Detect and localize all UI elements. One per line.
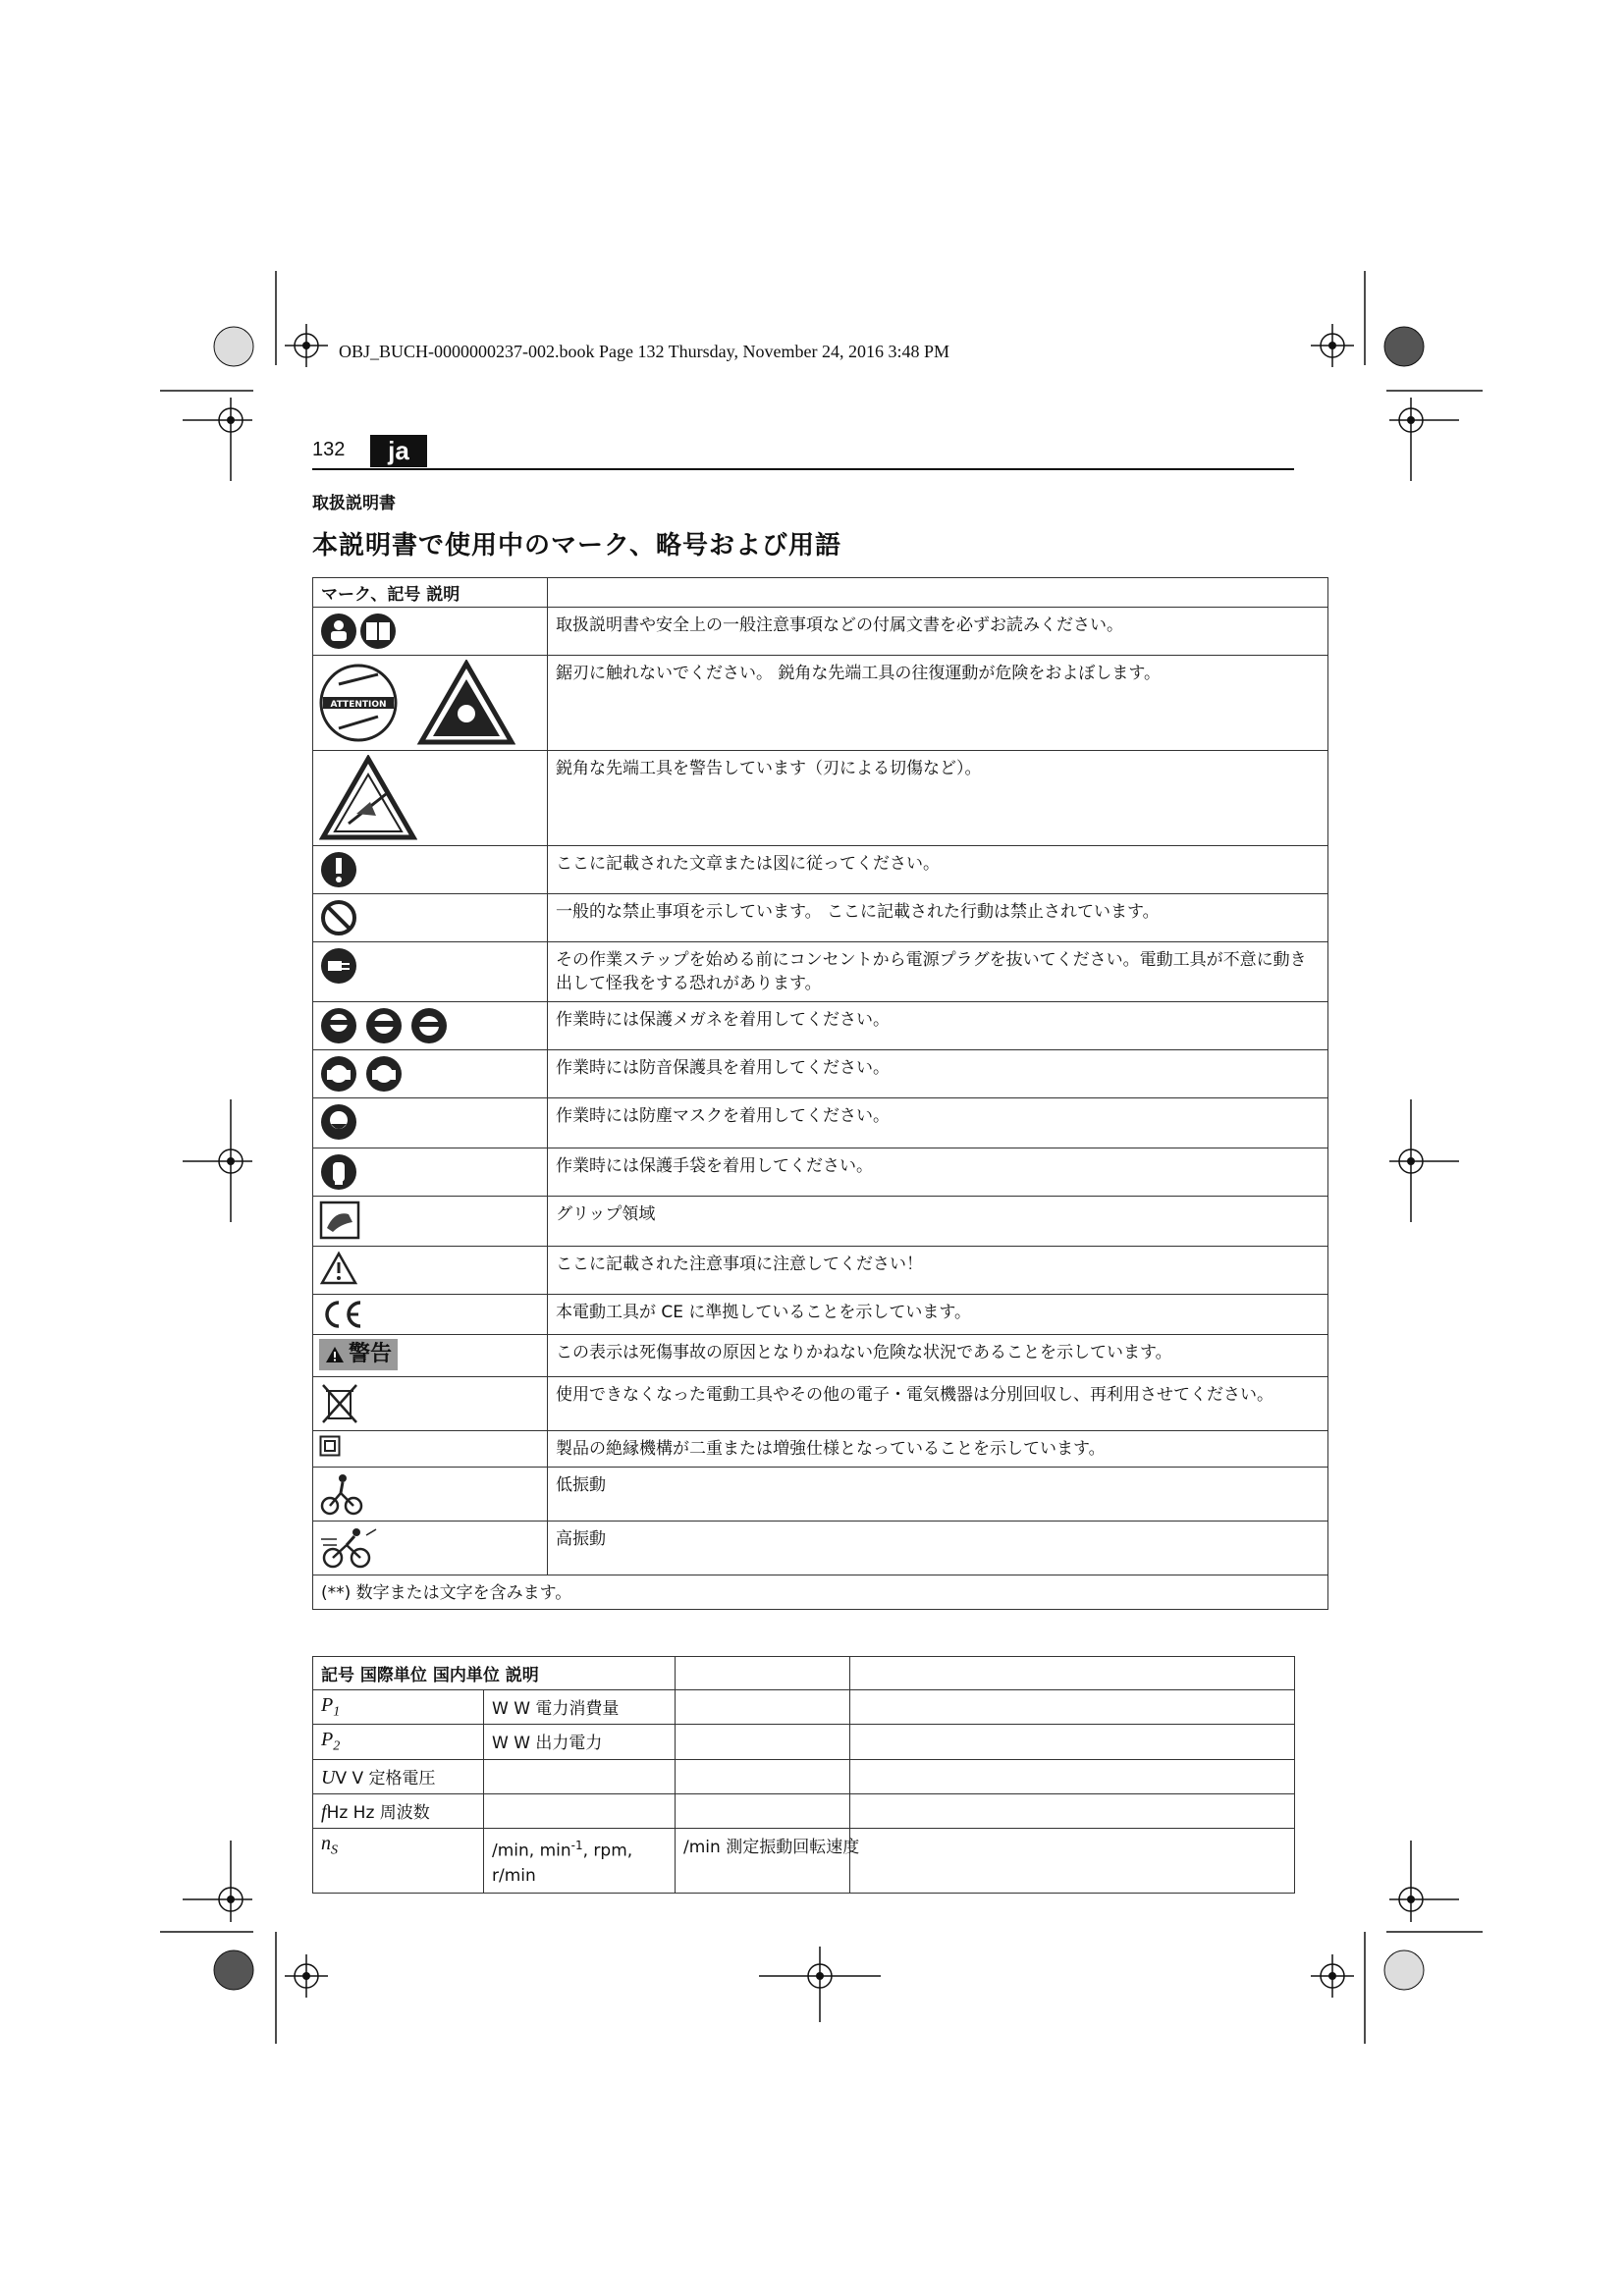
page-number: 132 (312, 439, 346, 460)
units-header-row (313, 1657, 1295, 1690)
svg-text:ATTENTION: ATTENTION (330, 700, 387, 710)
units-table (312, 1656, 1295, 1894)
row-text: 低振動 (548, 1468, 1328, 1522)
row-text: ここに記載された文章または図に従ってください。 (548, 846, 1328, 894)
unplug-icon (313, 942, 548, 1002)
table-row (313, 1050, 1328, 1098)
grip-area-icon (313, 1197, 548, 1247)
double-insulation-icon (313, 1431, 548, 1468)
table-row (313, 1522, 1328, 1575)
table-row (313, 1725, 1295, 1759)
row-text: 作業時には防塵マスクを着用してください。 (548, 1098, 1328, 1148)
units-header-empty (850, 1657, 1295, 1690)
empty-cell (850, 1759, 1295, 1793)
empty-cell (850, 1725, 1295, 1759)
footnote-row (313, 1575, 1328, 1610)
symbol: P (321, 1729, 334, 1751)
symbol-sub: 2 (333, 1738, 341, 1754)
units-header-cell: 記号 国際単位 国内単位 説明 (313, 1657, 676, 1690)
symbol-cell (313, 1759, 484, 1793)
symbol: n (321, 1832, 331, 1854)
high-vibration-icon (313, 1522, 548, 1575)
table-row (313, 1377, 1328, 1431)
row-text: 作業時には保護メガネを着用してください。 (548, 1002, 1328, 1050)
table-row (313, 751, 1328, 846)
symbol-sub: S (331, 1842, 338, 1858)
row-text: 鋸刃に触れないでください。 鋭角な先端工具の往復運動が危険をおよぼします。 (548, 656, 1328, 751)
eye-protection-icons (313, 1002, 548, 1050)
units-text: Hz Hz 周波数 (326, 1802, 430, 1823)
mandatory-action-icon (313, 846, 548, 894)
symbol: f (321, 1800, 327, 1823)
table-row (313, 1247, 1328, 1295)
table-row (313, 656, 1328, 751)
gloves-icon (313, 1148, 548, 1197)
warning-label-text: 警告 (349, 1342, 393, 1366)
table-row (313, 1148, 1328, 1197)
table-row (313, 846, 1328, 894)
table-row (313, 1793, 1295, 1828)
symbol-cell (313, 1725, 484, 1759)
description-cell: /min 測定振動回転速度 (676, 1828, 850, 1894)
table-row (313, 608, 1328, 656)
table-header-row (313, 578, 1328, 608)
table-row (313, 894, 1328, 942)
row-text: この表示は死傷事故の原因となりかねない危険な状況であることを示しています。 (548, 1335, 1328, 1377)
language-tab: ja (370, 435, 427, 467)
book-info-line: OBJ_BUCH-0000000237-002.book Page 132 Thursday, November 24, 2016 3:48 PM (339, 342, 949, 361)
row-text: 作業時には防音保護具を着用してください。 (548, 1050, 1328, 1098)
units-cell (484, 1828, 676, 1894)
ce-mark-icon (313, 1295, 548, 1335)
empty-cell (484, 1759, 676, 1793)
units-cell: W W 電力消費量 (484, 1690, 676, 1725)
symbols-table (312, 577, 1328, 1610)
section-label: 取扱説明書 (312, 494, 396, 513)
row-text: 製品の絶縁機構が二重または増強仕様となっていることを示しています。 (548, 1431, 1328, 1468)
header-rule (312, 468, 1294, 470)
units-text: V V 定格電圧 (335, 1768, 436, 1789)
row-text: 一般的な禁止事項を示しています。 ここに記載された行動は禁止されています。 (548, 894, 1328, 942)
symbol-cell (313, 1828, 484, 1894)
row-text: グリップ領域 (548, 1197, 1328, 1247)
prohibition-icon (313, 894, 548, 942)
row-text: 作業時には保護手袋を着用してください。 (548, 1148, 1328, 1197)
units-text: , rpm, r/min (492, 1841, 633, 1887)
row-text: 鋭角な先端工具を警告しています（刃による切傷など）。 (548, 751, 1328, 846)
table-row (313, 1098, 1328, 1148)
empty-cell (850, 1793, 1295, 1828)
row-text: その作業ステップを始める前にコンセントから電源プラグを抜いてください。電動工具が不意に動き出して怪我をする恐れがあります。 (548, 942, 1328, 1002)
weee-bin-icon (313, 1377, 548, 1431)
page-title: 本説明書で使用中のマーク、略号および用語 (312, 531, 841, 561)
symbol-sub: 1 (333, 1704, 341, 1720)
table-row (313, 1335, 1328, 1377)
symbol: U (321, 1766, 336, 1789)
empty-cell (676, 1759, 850, 1793)
row-text: ここに記載された注意事項に注意してください！ (548, 1247, 1328, 1295)
read-manual-icons (313, 608, 548, 656)
warning-label-icon (313, 1335, 548, 1377)
table-row (313, 1468, 1328, 1522)
ear-protection-icons (313, 1050, 548, 1098)
table-row (313, 942, 1328, 1002)
empty-cell (484, 1793, 676, 1828)
header-cell-empty (548, 578, 1328, 608)
empty-cell (676, 1690, 850, 1725)
units-header-empty (676, 1657, 850, 1690)
symbol-cell (313, 1690, 484, 1725)
row-text: 高振動 (548, 1522, 1328, 1575)
table-row (313, 1295, 1328, 1335)
table-row (313, 1431, 1328, 1468)
row-text: 本電動工具が CE に準拠していることを示しています。 (548, 1295, 1328, 1335)
table-row (313, 1002, 1328, 1050)
units-text: /min, min (492, 1841, 571, 1861)
sharp-tool-warning-icon (313, 751, 548, 846)
row-text: 使用できなくなった電動工具やその他の電子・電気機器は分別回収し、再利用させてください。 (548, 1377, 1328, 1431)
empty-cell (676, 1793, 850, 1828)
row-text: 取扱説明書や安全上の一般注意事項などの付属文書を必ずお読みください。 (548, 608, 1328, 656)
table-row (313, 1690, 1295, 1725)
empty-cell (676, 1725, 850, 1759)
table-row (313, 1197, 1328, 1247)
dust-mask-icon (313, 1098, 548, 1148)
units-cell: W W 出力電力 (484, 1725, 676, 1759)
footnote: (**) 数字または文字を含みます。 (313, 1575, 1328, 1610)
units-sup: -1 (570, 1838, 583, 1852)
attention-blade-icons (313, 656, 548, 751)
low-vibration-icon (313, 1468, 548, 1522)
symbol: P (321, 1694, 334, 1716)
symbol-cell (313, 1793, 484, 1828)
empty-cell (850, 1690, 1295, 1725)
table-row (313, 1828, 1295, 1894)
table-row (313, 1759, 1295, 1793)
header-cell-marks: マーク、記号 説明 (313, 578, 548, 608)
empty-cell (850, 1828, 1295, 1894)
warning-triangle-icon (313, 1247, 548, 1295)
